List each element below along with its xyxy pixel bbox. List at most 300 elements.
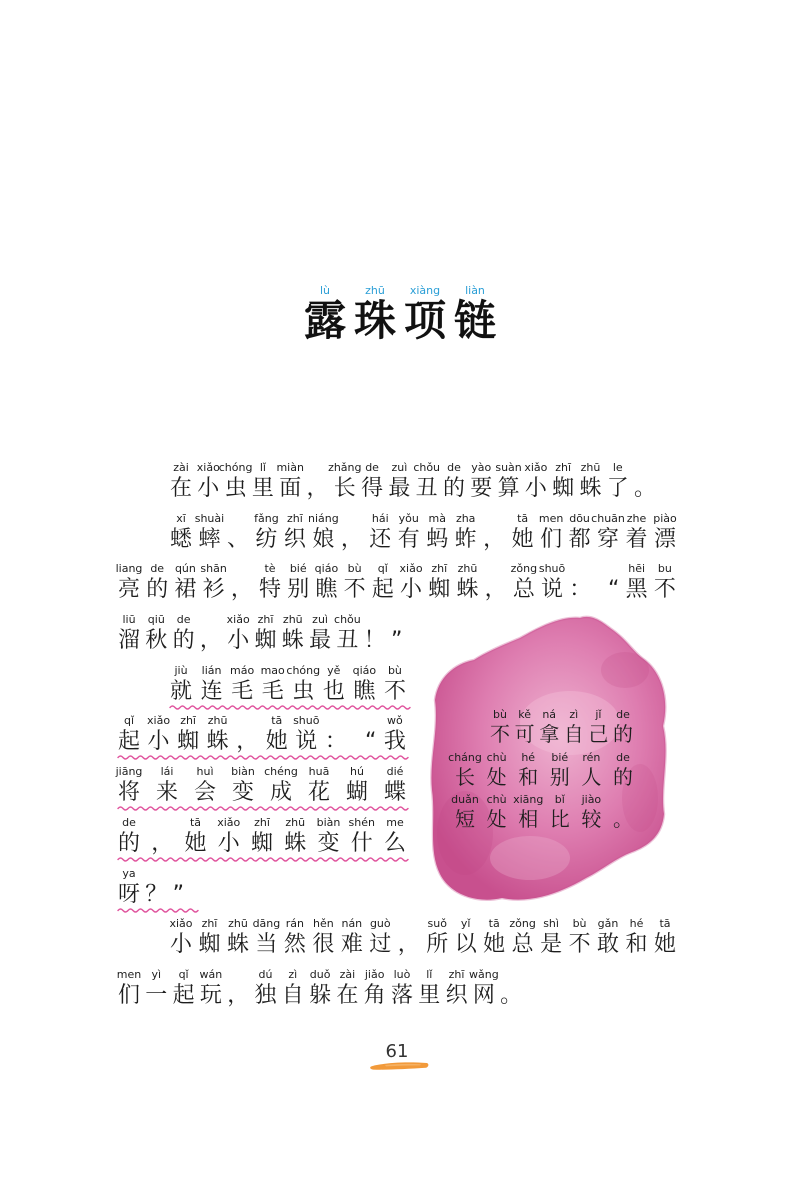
ruby-cell	[287, 562, 309, 604]
hanzi: 敢	[597, 932, 620, 958]
ruby-cell	[286, 663, 321, 706]
pinyin: huì	[196, 765, 214, 779]
ruby-cell	[470, 461, 492, 503]
pinyin: wǎng	[469, 967, 499, 981]
ruby-cell	[341, 917, 363, 959]
ruby-cell	[252, 461, 274, 503]
ruby-cell	[400, 284, 450, 344]
hanzi: 玩	[199, 982, 222, 1008]
pinyin: men	[116, 967, 142, 981]
punctuation: ：	[569, 577, 592, 603]
ruby-cell	[418, 968, 440, 1010]
hanzi: 较	[581, 807, 602, 831]
ruby-cell	[115, 765, 143, 807]
ruby-cell	[146, 562, 168, 604]
ruby-cell	[118, 714, 140, 756]
ruby-cell	[426, 917, 448, 959]
hanzi: 长	[333, 476, 356, 501]
pinyin	[634, 461, 656, 475]
ruby-cell	[384, 816, 406, 858]
hanzi: 纺	[255, 526, 278, 552]
pinyin: chǒu	[413, 461, 441, 474]
ruby-cell	[364, 968, 386, 1010]
pinyin	[364, 613, 386, 627]
punctuation: 。	[612, 807, 633, 831]
text-line	[115, 765, 407, 807]
pinyin	[391, 613, 413, 627]
hanzi: 穿	[597, 526, 620, 552]
pinyin: liang	[115, 562, 143, 576]
ruby-cell	[569, 917, 591, 959]
pinyin: jiǎo	[364, 967, 385, 981]
pinyin: zuì	[391, 461, 408, 474]
ruby-cell	[346, 765, 368, 807]
hanzi: 总	[511, 932, 534, 958]
pinyin: shì	[543, 917, 559, 931]
hanzi: 的	[118, 830, 141, 856]
ruby-cell	[626, 512, 648, 554]
pinyin: zhū	[457, 562, 478, 576]
paragraph	[115, 511, 677, 655]
pinyin: me	[386, 815, 404, 829]
hanzi: 相	[518, 807, 539, 831]
pinyin	[227, 512, 249, 526]
punctuation-cell	[173, 867, 195, 909]
ruby-cell	[284, 816, 306, 858]
hanzi: 蝴	[346, 780, 369, 806]
ruby-cell	[540, 917, 562, 959]
page-number-brush-mark	[365, 1058, 435, 1074]
pinyin: de	[365, 461, 379, 474]
hanzi: 着	[625, 526, 648, 552]
hanzi: 蛛	[226, 932, 249, 958]
punctuation: ”	[172, 881, 184, 907]
ruby-cell	[227, 613, 249, 655]
hanzi: 处	[486, 764, 507, 789]
ruby-cell	[309, 613, 331, 655]
ruby-cell	[448, 750, 482, 789]
pinyin: zhī	[257, 613, 274, 627]
pinyin: hěn	[312, 917, 334, 931]
hanzi: 蛛	[281, 628, 304, 654]
ruby-cell	[564, 708, 584, 746]
ruby-cell	[201, 664, 223, 706]
hanzi: 蟋	[170, 526, 193, 552]
punctuation-cell	[341, 512, 363, 554]
pinyin	[341, 512, 363, 526]
hanzi: 蚂	[426, 526, 449, 552]
hanzi: 最	[388, 476, 411, 501]
hanzi: 的	[172, 628, 195, 654]
wavy-underline	[118, 856, 406, 863]
ruby-cell	[251, 816, 273, 858]
ruby-cell	[115, 562, 143, 604]
ruby-cell	[336, 968, 358, 1010]
ruby-cell	[510, 562, 538, 604]
pinyin: lǐ	[259, 461, 266, 474]
ruby-cell	[309, 968, 331, 1010]
pinyin: cháng	[448, 750, 482, 764]
pinyin: hēi	[628, 562, 646, 576]
hanzi: 起	[172, 982, 195, 1008]
hanzi: 么	[384, 830, 407, 856]
ruby-cell	[300, 284, 350, 344]
paragraph	[118, 917, 676, 1010]
pinyin: niáng	[307, 511, 339, 525]
hanzi: 很	[312, 932, 335, 958]
pinyin: biàn	[231, 765, 255, 779]
pinyin: suàn	[495, 461, 522, 474]
ruby-cell	[490, 708, 510, 746]
hanzi: 们	[118, 982, 141, 1008]
pinyin: tā	[659, 917, 671, 931]
pinyin: chǒu	[334, 613, 361, 627]
punctuation-cell	[200, 613, 222, 655]
pinyin	[613, 793, 633, 807]
pinyin: zha	[455, 511, 476, 525]
pinyin: qiáo	[352, 663, 377, 677]
hanzi: 里	[418, 982, 441, 1008]
hanzi: 都	[568, 526, 591, 552]
pinyin	[325, 714, 347, 728]
punctuation-cell	[634, 461, 656, 503]
hanzi: 们	[540, 526, 563, 552]
ruby-cell	[456, 562, 478, 604]
pinyin: rén	[582, 750, 601, 764]
hanzi: 的	[442, 476, 465, 501]
pinyin	[227, 968, 249, 982]
pinyin: bù	[572, 917, 587, 931]
pinyin: rán	[285, 917, 304, 931]
ruby-cell	[252, 917, 281, 959]
ruby-cell	[218, 816, 240, 858]
pinyin: bié	[289, 562, 307, 576]
ruby-cell	[145, 968, 167, 1010]
pinyin: jiù	[174, 663, 188, 677]
ruby-cell	[170, 461, 192, 503]
ruby-cell	[581, 793, 601, 831]
pinyin: chuān	[591, 511, 625, 525]
ruby-cell	[218, 461, 253, 503]
ruby-cell	[312, 917, 334, 959]
ruby-cell	[174, 562, 196, 604]
ruby-cell	[334, 613, 361, 655]
ruby-cell	[227, 917, 249, 959]
story-title	[300, 284, 500, 344]
ruby-cell	[118, 613, 140, 655]
wavy-underline	[118, 907, 195, 914]
pinyin: lù	[319, 284, 331, 297]
ruby-cell	[513, 793, 544, 831]
pinyin: zhū	[580, 461, 601, 474]
pinyin: miàn	[276, 461, 304, 474]
hanzi: 然	[283, 932, 306, 958]
pinyin	[173, 867, 195, 881]
punctuation-cell	[500, 968, 522, 1010]
hanzi: 说	[541, 577, 564, 603]
hanzi: 什	[350, 830, 373, 856]
ruby-cell	[613, 751, 633, 789]
pinyin: yǒu	[398, 511, 419, 525]
pinyin: zhū	[365, 284, 385, 297]
punctuation: “	[608, 577, 620, 603]
hanzi: 特	[259, 577, 282, 603]
ruby-cell	[118, 867, 140, 909]
ruby-cell	[173, 968, 195, 1010]
hanzi: 不	[568, 932, 591, 958]
pinyin: zuì	[312, 613, 328, 627]
pinyin: wǒ	[387, 714, 403, 728]
ruby-cell	[254, 968, 276, 1010]
hanzi: 小	[400, 577, 423, 603]
pinyin: bǐ	[554, 793, 565, 806]
text-line	[170, 512, 676, 554]
pinyin: gǎn	[597, 917, 619, 931]
hanzi: 蝶	[384, 780, 407, 806]
hanzi: 我	[383, 729, 406, 755]
hanzi: 毛	[261, 678, 284, 704]
ruby-cell	[323, 664, 345, 706]
text-line	[451, 793, 633, 831]
pinyin: zì	[569, 708, 579, 721]
pinyin: tā	[517, 511, 529, 525]
pinyin: liàn	[465, 284, 485, 297]
hanzi: 以	[454, 932, 477, 958]
punctuation: ，	[227, 982, 250, 1008]
punctuation: 。	[500, 982, 523, 1008]
hanzi: 连	[200, 678, 223, 704]
hanzi: 难	[340, 932, 363, 958]
ruby-cell	[194, 511, 225, 554]
ruby-cell	[446, 968, 468, 1010]
punctuation: ，	[484, 577, 507, 603]
text-line	[118, 968, 522, 1010]
ruby-cell	[350, 284, 400, 344]
ruby-cell	[145, 613, 167, 655]
ruby-cell	[512, 512, 534, 554]
ruby-cell	[361, 461, 383, 503]
ruby-cell	[156, 765, 178, 807]
hanzi: 有	[397, 526, 420, 552]
hanzi: 成	[270, 780, 293, 806]
punctuation: ，	[199, 628, 222, 654]
pinyin: xiǎo	[226, 613, 250, 627]
ruby-cell	[344, 562, 366, 604]
ruby-cell	[308, 765, 330, 807]
pinyin: xiàng	[409, 284, 441, 297]
pinyin: bù	[347, 562, 362, 576]
pinyin	[485, 562, 507, 576]
ruby-cell	[400, 562, 422, 604]
hanzi: 虫	[224, 476, 247, 501]
pinyin: tā	[488, 917, 500, 931]
pinyin: tè	[264, 562, 276, 576]
pinyin: de	[122, 815, 136, 829]
pinyin: xiāng	[513, 793, 544, 806]
hanzi: 小	[197, 476, 220, 501]
text-line	[490, 708, 633, 746]
pinyin	[231, 562, 253, 576]
pinyin: xī	[176, 511, 186, 525]
pinyin: tā	[189, 815, 202, 829]
ruby-cell	[315, 562, 337, 604]
ruby-cell	[391, 968, 413, 1010]
page-number: 61	[385, 1041, 409, 1062]
ruby-cell	[198, 917, 220, 959]
pinyin: lián	[201, 663, 222, 677]
hanzi: 蛛	[579, 476, 602, 501]
hanzi: 蛛	[456, 577, 479, 603]
hanzi: 独	[254, 982, 277, 1008]
hanzi: 小	[147, 729, 170, 755]
punctuation-cell	[325, 714, 347, 756]
hanzi: 网	[472, 982, 495, 1008]
hanzi: 小	[170, 932, 193, 958]
ruby-cell	[654, 512, 676, 554]
pinyin: wán	[199, 967, 223, 981]
hanzi: 她	[511, 526, 534, 552]
ruby-cell	[626, 562, 648, 604]
ruby-cell	[118, 816, 140, 858]
ruby-cell	[200, 562, 227, 604]
hanzi: 虫	[292, 678, 315, 704]
punctuation: ：	[324, 729, 347, 755]
text-line	[170, 664, 406, 706]
ruby-cell	[487, 751, 507, 789]
pinyin	[354, 714, 376, 728]
pinyin: xiǎo	[147, 714, 171, 728]
ruby-cell	[626, 917, 648, 959]
ruby-cell	[173, 613, 195, 655]
pinyin: máo	[230, 663, 255, 677]
pinyin: zhī	[201, 917, 218, 931]
ruby-cell	[550, 793, 570, 831]
ruby-cell	[552, 461, 574, 503]
hanzi: 是	[540, 932, 563, 958]
ruby-cell	[170, 664, 192, 706]
pinyin: shén	[348, 815, 375, 829]
pinyin: lǐ	[426, 967, 433, 981]
punctuation: ，	[230, 577, 253, 603]
ruby-cell	[276, 461, 304, 503]
pinyin: zhī	[555, 461, 572, 474]
pinyin: shān	[200, 562, 227, 576]
pinyin: shuài	[194, 511, 225, 525]
ruby-cell	[231, 664, 253, 706]
pinyin: jiāng	[115, 765, 143, 779]
ruby-cell	[255, 512, 277, 554]
punctuation-cell	[227, 968, 249, 1010]
text-line	[448, 750, 633, 789]
pinyin: duǎn	[451, 793, 479, 806]
hanzi: 最	[309, 628, 332, 654]
text-line	[115, 562, 676, 604]
hanzi: 所	[426, 932, 449, 958]
punctuation-cell	[391, 613, 413, 655]
pinyin: mà	[428, 511, 446, 525]
punctuation-cell	[569, 562, 591, 604]
hanzi: 得	[361, 476, 384, 501]
paragraph	[118, 461, 676, 503]
ruby-cell	[369, 512, 391, 554]
hanzi: 瞧	[353, 678, 376, 704]
hanzi: 不	[383, 678, 406, 704]
ruby-cell	[254, 613, 276, 655]
punctuation-cell	[485, 562, 507, 604]
punctuation: ，	[236, 729, 259, 755]
text-line	[118, 714, 406, 756]
punctuation-cell	[354, 714, 376, 756]
hanzi: 蛛	[284, 830, 307, 856]
pinyin: chóng	[218, 461, 253, 474]
pinyin: dú	[258, 967, 273, 981]
hanzi: 也	[322, 678, 345, 704]
pinyin: qǐ	[377, 562, 388, 576]
ruby-cell	[469, 967, 499, 1010]
ruby-cell	[148, 714, 170, 756]
pinyin: ná	[542, 708, 557, 721]
pinyin: qǐ	[178, 967, 189, 981]
hanzi: 链	[453, 296, 496, 345]
ruby-cell	[569, 512, 591, 554]
hanzi: 不	[490, 722, 510, 746]
hanzi: 不	[653, 577, 676, 603]
ruby-cell	[654, 917, 676, 959]
punctuation-cell	[306, 461, 328, 503]
pinyin: liū	[122, 613, 136, 627]
ruby-cell	[581, 751, 601, 789]
hanzi: 短	[455, 807, 475, 831]
hanzi: 在	[336, 982, 359, 1008]
pinyin: shuō	[293, 714, 320, 728]
ruby-cell	[613, 708, 633, 746]
pinyin: chù	[486, 750, 507, 764]
pinyin: de	[616, 708, 630, 721]
ruby-cell	[515, 708, 535, 746]
punctuation-cell	[236, 714, 258, 756]
ruby-cell	[487, 793, 507, 831]
text-line	[170, 461, 656, 503]
pinyin: yì	[151, 967, 162, 981]
hanzi: 可	[514, 722, 535, 746]
pinyin: chéng	[264, 765, 298, 779]
ruby-cell	[483, 917, 505, 959]
hanzi: 自	[563, 722, 584, 746]
ruby-cell	[197, 461, 219, 503]
pinyin	[236, 714, 258, 728]
punctuation-cell	[231, 562, 253, 604]
ruby-cell	[194, 765, 216, 807]
ruby-cell	[540, 512, 562, 554]
punctuation-cell	[597, 562, 619, 604]
ruby-cell	[413, 461, 441, 503]
punctuation-cell	[227, 512, 249, 554]
hanzi: 秋	[145, 628, 168, 654]
hanzi: 蜘	[198, 932, 221, 958]
hanzi: 将	[118, 780, 141, 806]
pinyin: yào	[471, 461, 492, 474]
punctuation: ，	[340, 526, 363, 552]
pinyin	[151, 816, 173, 830]
pinyin: fǎng	[254, 511, 279, 525]
pinyin: hái	[371, 511, 389, 525]
pinyin	[398, 917, 420, 931]
text-line	[118, 613, 413, 655]
wavy-underline	[118, 805, 406, 812]
hanzi: 比	[549, 807, 570, 831]
hanzi: 的	[612, 764, 633, 789]
hanzi: 在	[170, 476, 193, 501]
